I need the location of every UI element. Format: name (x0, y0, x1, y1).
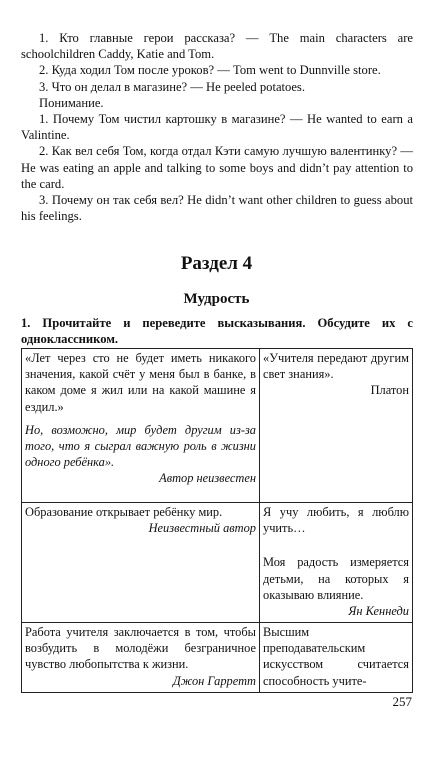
quote-cell (22, 623, 260, 693)
qa-item: 1. Почему Том чистил картошку в магазине? — He wanted to earn a Valintine. (21, 112, 413, 143)
task-instruction: 1. Прочитайте и переведите высказывания. Обсудите их с одноклассником. (21, 316, 413, 346)
quote-cell (260, 349, 413, 503)
qa-item: 3. Почему он так себя вел? He didn’t want other children to guess about his feelings. (21, 193, 413, 224)
page-number: 257 (392, 694, 412, 709)
quote-text: «Лет через сто не будет иметь никакого значения, какой счёт у меня был в банке, в каком доме я жил или на какой машине я ездил.» (25, 351, 256, 414)
quote-author: Автор неизвестен (159, 471, 256, 486)
table-row (22, 349, 413, 503)
quotes-table (21, 348, 413, 693)
quote-cell (260, 623, 413, 693)
topic-title: Мудрость (183, 291, 250, 307)
qa-item: 2. Как вел себя Том, когда отдал Кэти самую лучшую валентинку? — He was eating an apple and talking to some boys and didn’t pay attention to the card. (21, 144, 413, 191)
qa-item: 3. Что он делал в магазине? — He peeled potatoes. (39, 79, 305, 94)
quote-author: Ян Кеннеди (348, 604, 409, 619)
quote-text: Но, возможно, мир будет другим из-за того, что я сыграл важную роль в жизни одного ребёнка». (25, 422, 256, 470)
qa-item: 1. Кто главные герои рассказа? — The main characters are schoolchildren Caddy, Katie and Tom. (21, 31, 413, 62)
table-row (22, 623, 413, 693)
qa-item: 2. Куда ходил Том после уроков? — Tom went to Dunnville store. (39, 63, 381, 78)
quote-text: Высшим преподавательским искусством считается способность учите- (263, 625, 409, 688)
section-title: Раздел 4 (180, 253, 253, 274)
quote-text: «Учителя передают другим свет знания». (263, 351, 409, 382)
quote-cell (260, 503, 413, 623)
quote-text: Я учу любить, я люблю учить… (263, 505, 409, 536)
quote-author: Неизвестный автор (148, 521, 256, 536)
quote-text: Моя радость измеряется детьми, на которых я оказываю влияние. (263, 555, 409, 602)
quote-cell (22, 349, 260, 503)
quote-cell (22, 503, 260, 623)
quote-text: Работа учителя заключается в том, чтобы возбудить в молодёжи безграничное чувство любопытства к жизни. (25, 625, 256, 672)
understanding-heading: Понимание. (39, 95, 104, 110)
quote-text: Образование открывает ребёнку мир. (25, 505, 223, 519)
quote-author: Джон Гарретт (172, 673, 256, 688)
table-row (22, 503, 413, 623)
questions-answers-block (21, 30, 413, 224)
quote-author: Платон (370, 383, 409, 398)
